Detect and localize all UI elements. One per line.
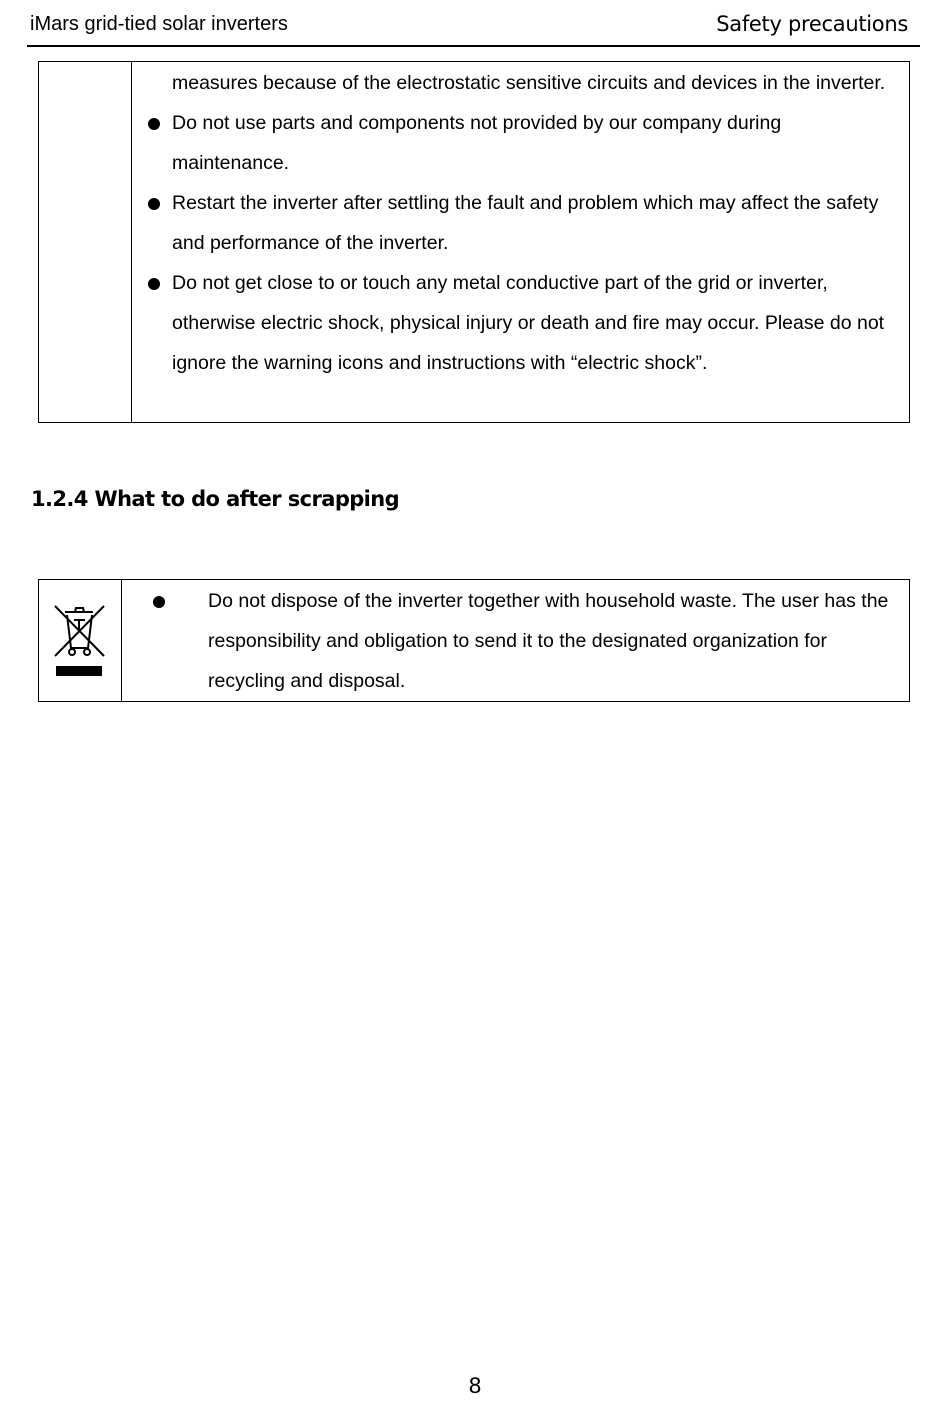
bullet-dot-icon — [148, 198, 160, 210]
bullet-text: Do not use parts and components not provided by our company during maintenance. — [172, 112, 782, 174]
bullet-text: Restart the inverter after settling the fault and problem which may affect the safety and performance of the inverter. — [172, 192, 879, 254]
bullet-item — [132, 263, 909, 383]
instructions-cell — [132, 62, 910, 423]
bullet-item — [132, 103, 909, 183]
section-heading: 1.2.4 What to do after scrapping — [31, 487, 400, 511]
weee-crossed-out-bin-icon — [52, 602, 108, 680]
bullet-dot-icon — [148, 118, 160, 130]
bullet-item — [122, 581, 909, 701]
running-header-product: iMars grid-tied solar inverters — [30, 13, 288, 35]
page-number: 8 — [468, 1374, 482, 1398]
continuation-paragraph: measures because of the electrostatic sensitive circuits and devices in the inverter. — [172, 72, 886, 94]
instructions-cell — [122, 580, 910, 702]
icon-column-empty — [39, 62, 132, 423]
header-divider — [27, 45, 920, 47]
running-header-chapter: Safety precautions — [716, 12, 908, 36]
bullet-dot-icon — [153, 596, 165, 608]
icon-column — [39, 580, 122, 702]
safety-instructions-table — [38, 61, 910, 423]
bullet-text: Do not dispose of the inverter together with household waste. The user has the responsibility and obligation to send it to the designated organization for recycling and disposal. — [208, 590, 889, 692]
bullet-item — [132, 183, 909, 263]
bullet-dot-icon — [148, 278, 160, 290]
scrapping-instructions-table — [38, 579, 910, 702]
bullet-text: Do not get close to or touch any metal conductive part of the grid or inverter, otherwise electric shock, physical injury or death and fire may occur. Please do not ignore the warning icons and instructions with “electric shock”. — [172, 272, 885, 374]
